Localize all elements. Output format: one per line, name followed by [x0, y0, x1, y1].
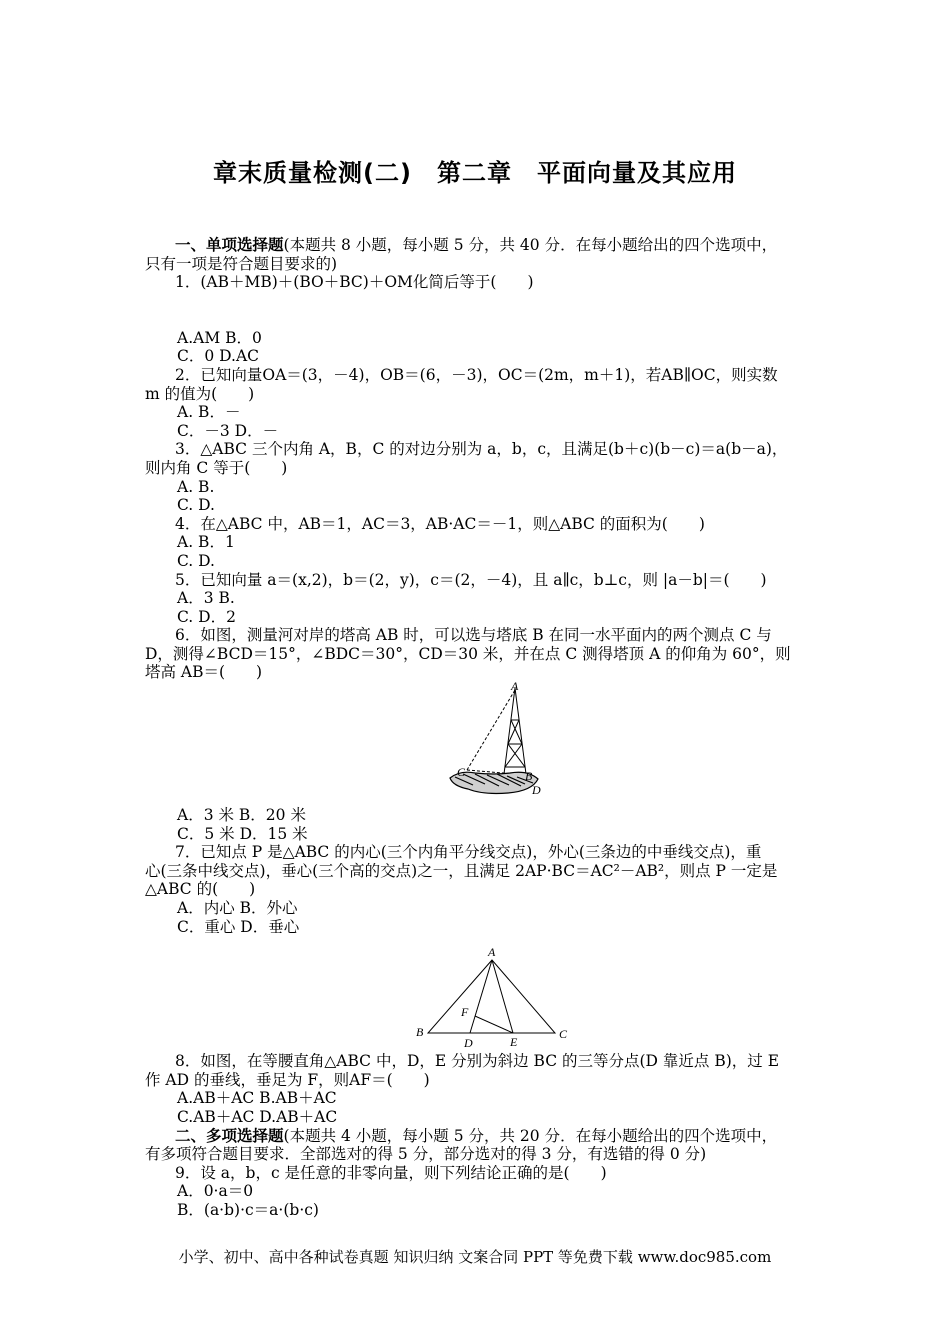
tri-label-b: B — [416, 1025, 424, 1040]
q6-options-cd: C．5 米 D．15 米 — [177, 824, 308, 843]
q5-options-ab: A．3 B. — [177, 589, 235, 608]
q3-options-cd: C. D. — [177, 496, 215, 515]
q7-stem-cont1: 心(三条中线交点)，垂心(三个高的交点)之一，且满足 2AP·BC＝AC²－AB²，则点 P 一定是 — [145, 861, 778, 880]
q9-stem: 9．设 a，b，c 是任意的非零向量，则下列结论正确的是( ) — [175, 1163, 607, 1182]
q7-stem: 7．已知点 P 是△ABC 的内心(三个内角平分线交点)，外心(三条边的中垂线交点)，重 — [175, 843, 762, 862]
q8-stem: 8．如图，在等腰直角△ABC 中，D，E 分别为斜边 BC 的三等分点(D 靠近点 B)，过 E — [175, 1052, 780, 1071]
tri-label-c: C — [559, 1027, 568, 1042]
segment-ae — [492, 960, 513, 1033]
q3-stem: 3．△ABC 三个内角 A，B，C 的对边分别为 a，b，c，且满足(b＋c)(b－c)＝a(b－a)， — [175, 440, 788, 459]
tri-label-f: F — [461, 1005, 469, 1020]
q4-options-cd: C. D. — [177, 551, 215, 570]
section1-header: 一、单项选择题 — [175, 235, 284, 254]
tri-label-e: E — [510, 1035, 518, 1050]
q6-options-ab: A．3 米 B．20 米 — [177, 806, 306, 825]
exam-content — [145, 236, 810, 1220]
q1-stem: 1．(AB＋MB)＋(BO＋BC)＋OM化简后等于( ) — [175, 273, 534, 292]
q3-stem-cont: 则内角 C 等于( ) — [145, 458, 288, 477]
q7-stem-cont2: △ABC 的( ) — [145, 880, 256, 899]
q5-stem: 5．已知向量 a＝(x,2)，b＝(2，y)，c＝(2，－4)，且 a∥c，b⊥c，则 |a－b|＝( ) — [175, 570, 767, 589]
q6-stem-cont1: D，测得∠BCD＝15°，∠BDC＝30°，CD＝30 米，并在点 C 测得塔顶 A 的仰角为 60°，则 — [145, 644, 791, 663]
tower-label-c: C — [457, 765, 466, 780]
section2-intro — [145, 1127, 810, 1146]
section2-header: 二、多项选择题 — [175, 1125, 284, 1145]
triangle-abc — [428, 960, 555, 1033]
q9-option-b: B．(a·b)·c＝a·(b·c) — [177, 1200, 319, 1219]
q1-options-cd: C．0 D.AC — [177, 347, 260, 366]
tower-label-d: D — [532, 783, 541, 798]
tower-label-b: B — [525, 769, 533, 784]
section1-intro — [145, 236, 810, 255]
q2-options-ab: A. B．－ — [177, 403, 241, 422]
section2-desc: (本题共 4 小题，每小题 5 分，共 20 分．在每小题给出的四个选项中， — [283, 1126, 778, 1145]
segment-ef — [475, 1016, 513, 1033]
triangle-diagram — [145, 936, 810, 1052]
q6-stem: 6．如图，测量河对岸的塔高 AB 时，可以选与塔底 B 在同一水平面内的两个测点 C 与 — [175, 626, 772, 645]
tower-label-a: A — [511, 682, 519, 694]
tri-label-a: A — [488, 945, 496, 960]
q8-stem-cont: 作 AD 的垂线，垂足为 F，则AF＝( ) — [145, 1070, 430, 1089]
page-footer: 小学、初中、高中各种试卷真题 知识归纳 文案合同 PPT 等免费下载 www.doc985.com — [178, 1248, 772, 1266]
q7-options-cd: C．重心 D．垂心 — [177, 917, 300, 936]
tower-diagram — [145, 682, 810, 806]
tower-figure — [145, 682, 810, 806]
page-title: 章末质量检测(二) 第二章 平面向量及其应用 — [213, 159, 737, 187]
section2-desc-cont: 有多项符合题目要求．全部选对的得 5 分，部分选对的得 3 分，有选错的得 0 分) — [145, 1145, 707, 1164]
q5-options-cd: C. D．2 — [177, 607, 236, 626]
q8-options-ab: A.AB＋AC B.AB＋AC — [177, 1089, 337, 1108]
triangle-figure — [145, 936, 810, 1052]
q6-stem-cont2: 塔高 AB＝( ) — [145, 663, 263, 682]
q8-options-cd: C.AB＋AC D.AB＋AC — [177, 1108, 338, 1126]
q2-options-cd: C．－3 D．－ — [177, 421, 279, 440]
q4-options-ab: A. B．1 — [177, 533, 235, 552]
q1-options-ab: A.AM B．0 — [177, 328, 262, 347]
tri-label-d: D — [464, 1036, 473, 1051]
q9-option-a: A．0·a＝0 — [177, 1182, 254, 1201]
q7-options-ab: A．内心 B．外心 — [177, 899, 298, 918]
q4-stem: 4．在△ABC 中，AB＝1，AC＝3，AB·AC＝－1，则△ABC 的面积为( ) — [175, 514, 705, 533]
q3-options-ab: A. B. — [177, 477, 215, 496]
q2-stem-cont: m 的值为( ) — [145, 384, 255, 403]
section1-desc: (本题共 8 小题，每小题 5 分，共 40 分．在每小题给出的四个选项中， — [283, 236, 778, 254]
section1-desc-cont: 只有一项是符合题目要求的) — [145, 254, 338, 273]
q2-stem: 2．已知向量OA＝(3，－4)，OB＝(6，－3)，OC＝(2m，m＋1)，若AB∥OC，则实数 — [175, 365, 778, 384]
sightline-ca — [467, 690, 515, 770]
